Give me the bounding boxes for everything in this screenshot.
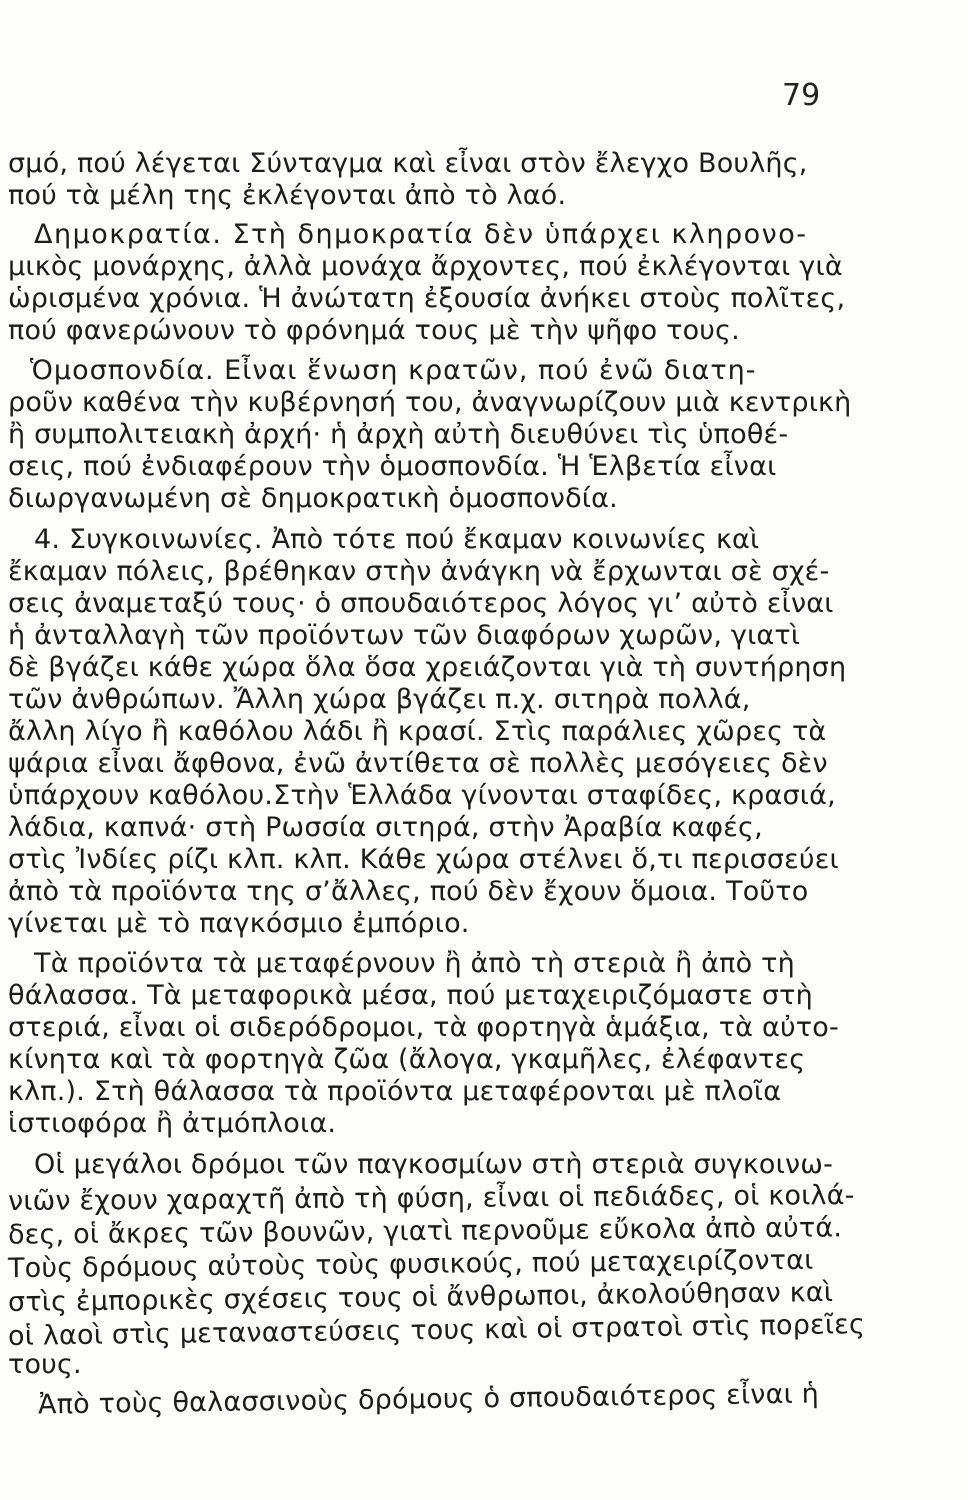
page-number: 79: [782, 78, 821, 113]
text-line: ἡ ἀνταλλαγὴ τῶν προϊόντων τῶν διαφόρων χωρῶν, γιατὶ: [8, 620, 801, 651]
text-line: νιῶν ἔχουν χαραχτῆ ἀπὸ τὴ φύση, εἶναι οἱ πεδιάδες, οἱ κοιλά-: [7, 1180, 855, 1217]
text-line: Οἱ μεγάλοι δρόμοι τῶν παγκοσμίων στὴ στεριὰ συγκοινω-: [34, 1149, 834, 1180]
text-line: Δημοκρατία. Στὴ δημοκρατία δὲν ὑπάρχει κληρονο-: [34, 219, 808, 250]
text-line: διωργανωμένη σὲ δημοκρατικὴ ὁμοσπονδία.: [8, 483, 618, 514]
text-line: ἱστιοφόρα ἢ ἀτμόπλοια.: [8, 1108, 337, 1139]
text-line: θάλασσα. Τὰ μεταφορικὰ μέσα, πού μεταχειριζόμαστε στὴ: [8, 980, 813, 1011]
text-line: ὑπάρχουν καθόλου.Στὴν Ἑλλάδα γίνονται σταφίδες, κρασιά,: [8, 780, 836, 811]
text-line: τους.: [8, 1349, 82, 1380]
text-line: Ὁμοσπονδία. Εἶναι ἕνωση κρατῶν, πού ἐνῶ διατη-: [30, 355, 757, 386]
text-line: λάδια, καπνά· στὴ Ρωσσία σιτηρά, στὴν Ἀραβία καφές,: [8, 812, 763, 843]
text-line: Ἀπὸ τοὺς θαλασσινοὺς δρόμους ὁ σπουδαιότερος εἶναι ἡ: [37, 1378, 820, 1421]
text-line: ὡρισμένα χρόνια. Ἡ ἀνώτατη ἐξουσία ἀνήκει στοὺς πολῖτες,: [8, 283, 846, 314]
text-line: σεις ἀναμεταξύ τους· ὁ σπουδαιότερος λόγος γι’ αὐτὸ εἶναι: [8, 588, 834, 619]
text-line: κλπ.). Στὴ θάλασσα τὰ προϊόντα μεταφέρονται μὲ πλοῖα: [8, 1076, 782, 1107]
text-line: ἔκαμαν πόλεις, βρέθηκαν στὴν ἀνάγκη νὰ ἔρχωνται σὲ σχέ-: [8, 556, 830, 587]
text-line: κίνητα καὶ τὰ φορτηγὰ ζῶα (ἄλογα, γκαμῆλες, ἐλέφαντες: [8, 1044, 806, 1075]
text-line: σεις, πού ἐνδιαφέρουν τὴν ὁμοσπονδία. Ἡ Ἑλβετία εἶναι: [8, 451, 777, 482]
text-line: πού τὰ μέλη της ἐκλέγονται ἀπὸ τὸ λαό.: [8, 180, 567, 211]
text-line: στὶς ἐμπορικὲς σχέσεις τους οἱ ἄνθρωποι, ἀκολούθησαν καὶ: [7, 1276, 834, 1319]
text-line: ἀπὸ τὰ προϊόντα της σ’ἄλλες, πού δὲν ἔχουν ὅμοια. Τοῦτο: [8, 876, 809, 907]
text-line: μικὸς μονάρχης, ἀλλὰ μονάχα ἄρχοντες, πού ἐκλέγονται γιὰ: [8, 251, 843, 282]
text-line: σμό, πού λέγεται Σύνταγμα καὶ εἶναι στὸν ἔλεγχο Βουλῆς,: [8, 148, 808, 179]
text-line: γίνεται μὲ τὸ παγκόσμιο ἐμπόριο.: [8, 908, 470, 939]
text-line: οἱ λαοὶ στὶς μεταναστεύσεις τους καὶ οἱ στρατοὶ στὶς πορεῖες: [7, 1309, 866, 1352]
text-line: τῶν ἀνθρώπων. Ἄλλη χώρα βγάζει π.χ. σιτηρὰ πολλά,: [8, 684, 751, 715]
text-line: πού φανερώνουν τὸ φρόνημά τους μὲ τὴν ψῆφο τους.: [8, 315, 740, 346]
text-line: ροῦν καθένα τὴν κυβέρνησή του, ἀναγνωρίζουν μιὰ κεντρικὴ: [8, 387, 852, 418]
text-line: ἄλλη λίγο ἢ καθόλου λάδι ἢ κρασί. Στὶς παράλιες χῶρες τὰ: [8, 716, 827, 747]
text-line: 4. Συγκοινωνίες. Ἀπὸ τότε πού ἔκαμαν κοινωνίες καὶ: [34, 524, 760, 555]
text-line: Τοὺς δρόμους αὐτοὺς τοὺς φυσικούς, πού μεταχειρίζονται: [7, 1244, 814, 1285]
text-line: ψάρια εἶναι ἄφθονα, ἐνῶ ἀντίθετα σὲ πολλὲς μεσόγειες δὲν: [8, 748, 828, 779]
text-line: δες, οἱ ἄκρες τῶν βουνῶν, γιατὶ περνοῦμε εὔκολα ἀπὸ αὐτά.: [7, 1212, 843, 1251]
text-line: στὶς Ἰνδίες ρίζι κλπ. κλπ. Κάθε χώρα στέλνει ὅ,τι περισσεύει: [8, 844, 839, 875]
text-line: Τὰ προϊόντα τὰ μεταφέρνουν ἢ ἀπὸ τὴ στεριὰ ἢ ἀπὸ τὴ: [34, 948, 795, 979]
text-line: στεριά, εἶναι οἱ σιδερόδρομοι, τὰ φορτηγὰ ἁμάξια, τὰ αὐτο-: [8, 1012, 839, 1043]
text-line: ἢ συμπολιτειακὴ ἀρχή· ἡ ἀρχὴ αὐτὴ διευθύνει τὶς ὑποθέ-: [8, 419, 789, 450]
text-line: δὲ βγάζει κάθε χώρα ὅλα ὅσα χρειάζονται γιὰ τὴ συντήρηση: [8, 652, 847, 683]
